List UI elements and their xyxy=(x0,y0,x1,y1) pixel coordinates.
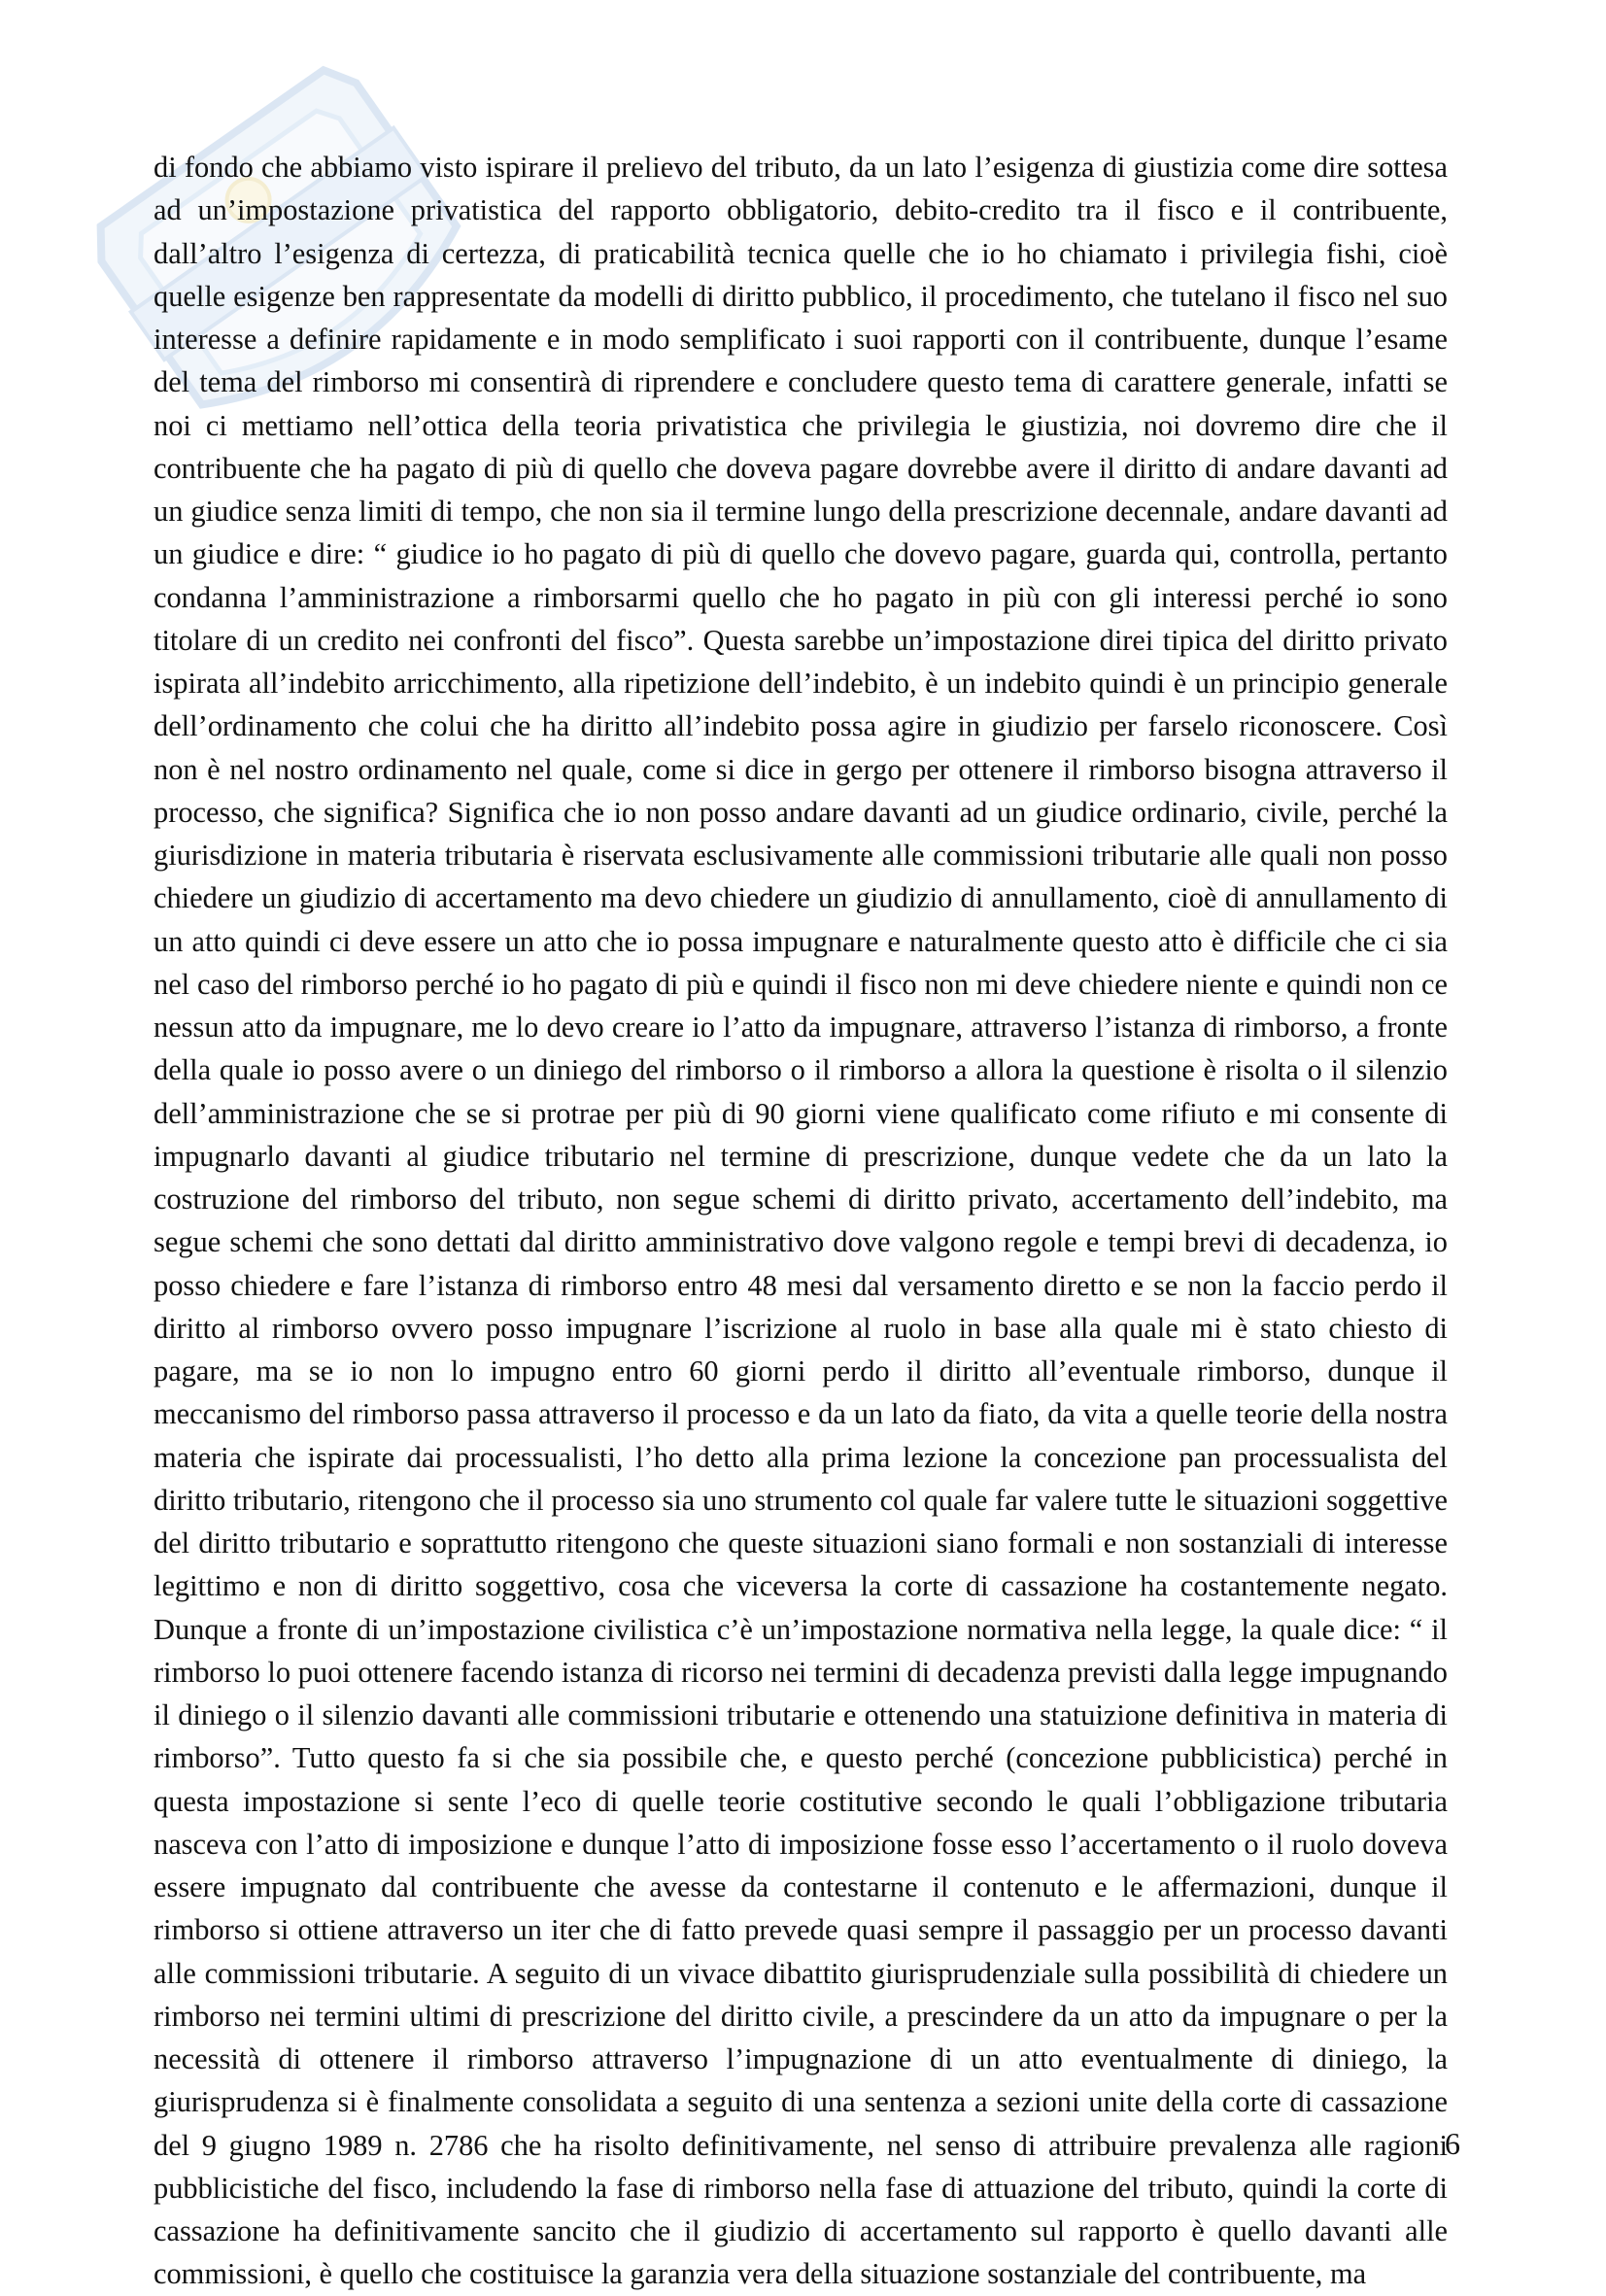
document-body xyxy=(154,146,1448,2291)
body-paragraph: di fondo che abbiamo visto ispirare il prelievo del tributo, da un lato l’esigenza di giustizia come dire sottesa ad un’impostazione privatistica del rapporto obbligatorio, debito-credito tra il fisco e il contribuente, dall’altro l’esigenza di certezza, di praticabilità tecnica quelle che io ho chiamato i privilegia fishi, cioè quelle esigenze ben rappresentate da modelli di diritto pubblico, il procedimento, che tutelano il fisco nel suo interesse a definire rapidamente e in modo semplificato i suoi rapporti con il contribuente, dunque l’esame del tema del rimborso mi consentirà di riprendere e concludere questo tema di carattere generale, infatti se noi ci mettiamo nell’ottica della teoria privatistica che privilegia le giustizia, noi dovremo dire che il contribuente che ha pagato di più di quello che doveva pagare dovrebbe avere il diritto di andare davanti ad un giudice senza limiti di tempo, che non sia il termine lungo della prescrizione decennale, andare davanti ad un giudice e dire: “ giudice io ho pagato di più di quello che dovevo pagare, guarda qui, controlla, pertanto condanna l’amministrazione a rimborsarmi quello che ho pagato in più con gli interessi perché io sono titolare di un credito nei confronti del fisco”. Questa sarebbe un’impostazione direi tipica del diritto privato ispirata all’indebito arricchimento, alla ripetizione dell’indebito, è un indebito quindi è un principio generale dell’ordinamento che colui che ha diritto all’indebito possa agire in giudizio per farselo riconoscere. Così non è nel nostro ordinamento nel quale, come si dice in gergo per ottenere il rimborso bisogna attraverso il processo, che significa? Significa che io non posso andare davanti ad un giudice ordinario, civile, perché la giurisdizione in materia tributaria è riservata esclusivamente alle commissioni tributarie alle quali non posso chiedere un giudizio di accertamento ma devo chiedere un giudizio di annullamento, cioè di annullamento di un atto quindi ci deve essere un atto che io possa impugnare e naturalmente questo atto è difficile che ci sia nel caso del rimborso perché io ho pagato di più e quindi il fisco non mi deve chiedere niente e quindi non ce nessun atto da impugnare, me lo devo creare io l’atto da impugnare, attraverso l’istanza di rimborso, a fronte della quale io posso avere o un diniego del rimborso o il rimborso a allora la questione è risolta o il silenzio dell’amministrazione che se si protrae per più di 90 giorni viene qualificato come rifiuto e mi consente di impugnarlo davanti al giudice tributario nel termine di prescrizione, dunque vedete che da un lato la costruzione del rimborso del tributo, non segue schemi di diritto privato, accertamento dell’indebito, ma segue schemi che sono dettati dal diritto amministrativo dove valgono regole e tempi brevi di decadenza, io posso chiedere e fare l’istanza di rimborso entro 48 mesi dal versamento diretto e se non la faccio perdo il diritto al rimborso ovvero posso impugnare l’iscrizione al ruolo in base alla quale mi è stato chiesto di pagare, ma se io non lo impugno entro 60 giorni perdo il diritto all’eventuale rimborso, dunque il meccanismo del rimborso passa attraverso il processo e da un lato da fiato, da vita a quelle teorie della nostra materia che ispirate dai processualisti, l’ho detto alla prima lezione la concezione pan processualista del diritto tributario, ritengono che il processo sia uno strumento col quale far valere tutte le situazioni soggettive del diritto tributario e soprattutto ritengono che queste situazioni siano formali e non sostanziali di interesse legittimo e non di diritto soggettivo, cosa che viceversa la corte di cassazione ha costantemente negato. Dunque a fronte di un’impostazione civilistica c’è un’impostazione normativa nella legge, la quale dice: “ il rimborso lo puoi ottenere facendo istanza di ricorso nei termini di decadenza previsti dalla legge impugnando il diniego o il silenzio davanti alle commissioni tributarie e ottenendo una statuizione definitiva in materia di rimborso”. Tutto questo fa si che sia possibile che, e questo perché (concezione pubblicistica) perché in questa impostazione si sente l’eco di quelle teorie costitutive secondo le quali l’obbligazione tributaria nasceva con l’atto di imposizione e dunque l’atto di imposizione fosse esso l’accertamento o il ruolo doveva essere impugnato dal contribuente che avesse da contestarne il contenuto e le affermazioni, dunque il rimborso si ottiene attraverso un iter che di fatto prevede quasi sempre il passaggio per un processo davanti alle commissioni tributarie. A seguito di un vivace dibattito giurisprudenziale sulla possibilità di chiedere un rimborso nei termini ultimi di prescrizione del diritto civile, a prescindere da un atto da impugnare o per la necessità di ottenere il rimborso attraverso l’impugnazione di un atto eventualmente di diniego, la giurisprudenza si è finalmente consolidata a seguito di una sentenza a sezioni unite della corte di cassazione del 9 giugno 1989 n. 2786 che ha risolto definitivamente, nel senso di attribuire prevalenza alle ragioni pubblicistiche del fisco, includendo la fase di rimborso nella fase di attuazione del tributo, quindi la corte di cassazione ha definitivamente sancito che il giudizio di accertamento sul rapporto è quello davanti alle commissioni, è quello che costituisce la garanzia vera della situazione sostanziale del contribuente, ma xyxy=(154,151,1448,2291)
page-number: 6 xyxy=(1445,2126,1460,2161)
